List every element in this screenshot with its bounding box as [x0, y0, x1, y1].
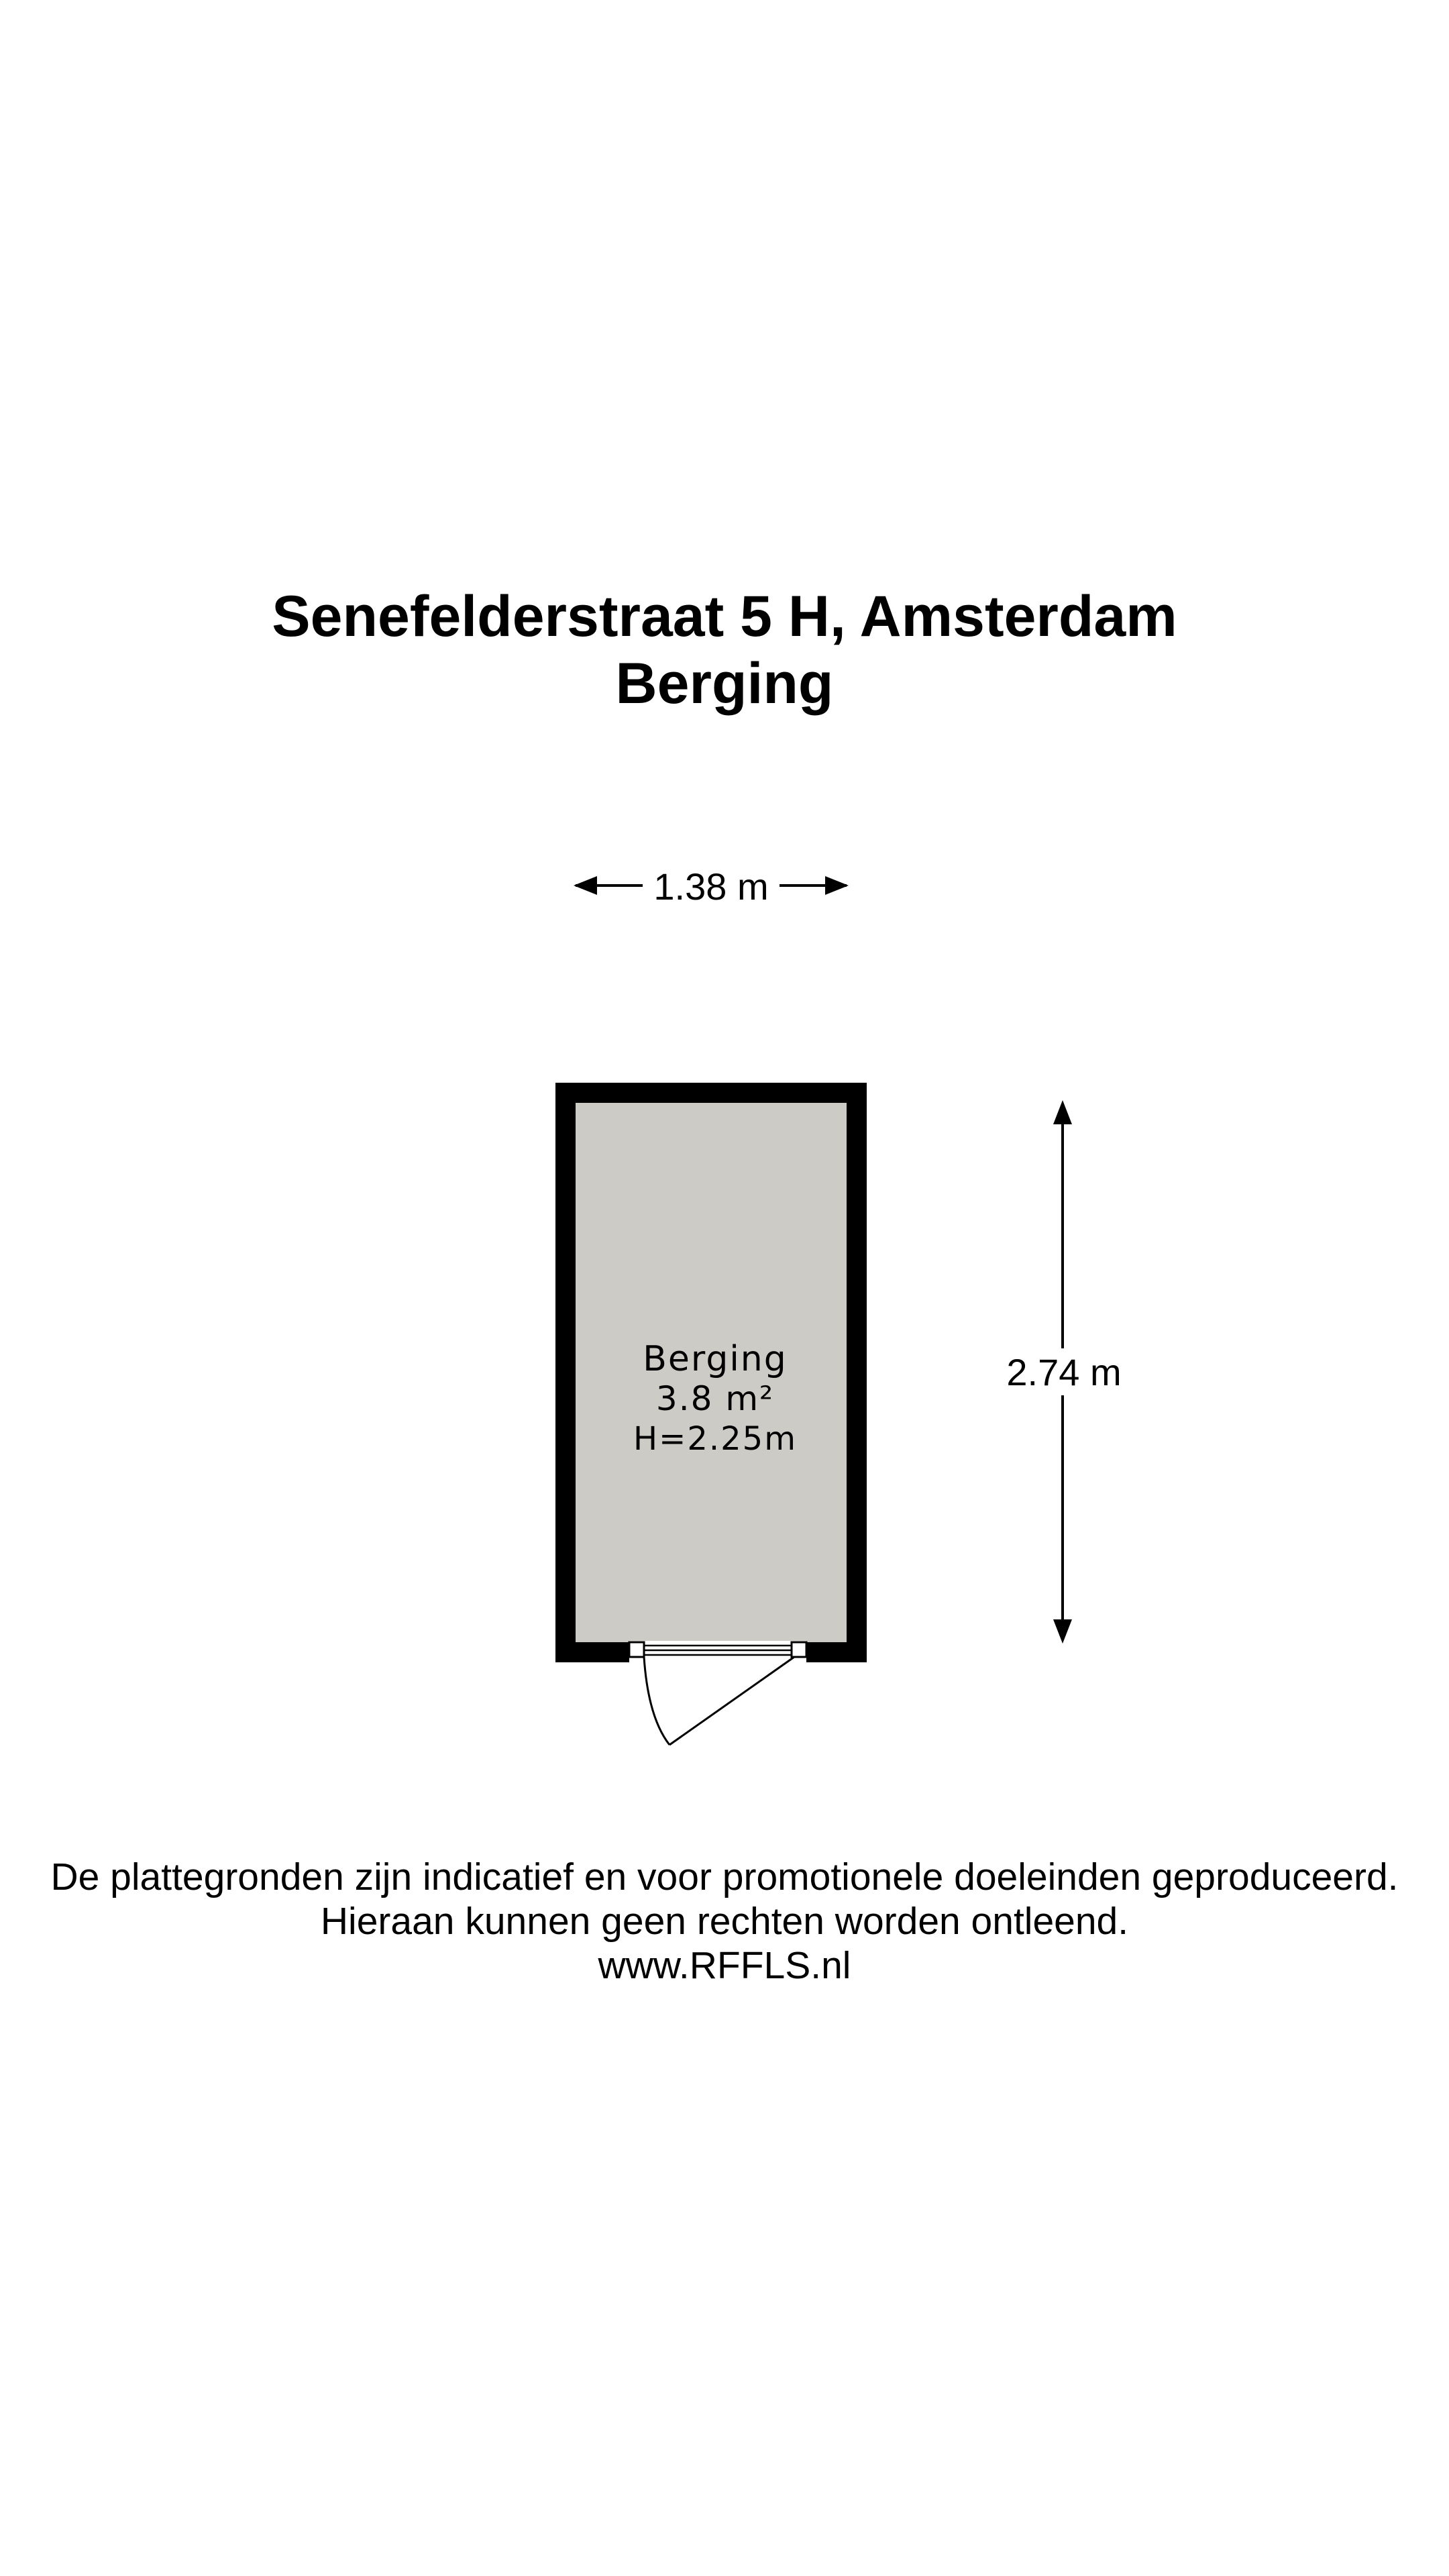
- width-dimension: [574, 865, 849, 908]
- disclaimer-text-rights: Hieraan kunnen geen rechten worden ontleend.: [320, 1900, 1129, 1943]
- width-label: 1.38 m: [653, 865, 769, 908]
- height-arrowhead-bottom: [1053, 1619, 1072, 1644]
- room-area: 3.8 m²: [655, 1379, 775, 1418]
- plan-title-floor: Berging: [615, 651, 834, 716]
- room-ceiling-height: H=2.25m: [633, 1420, 797, 1458]
- width-arrowhead-right: [825, 876, 849, 895]
- height-label: 2.74 m: [1006, 1351, 1122, 1393]
- width-arrowhead-left: [574, 876, 597, 895]
- door-opening: [629, 1641, 806, 1664]
- door-leaf: [669, 1657, 794, 1745]
- height-dimension: [1006, 1100, 1121, 1644]
- door-swing-arc: [644, 1657, 669, 1745]
- website-link[interactable]: www.RFFLS.nl: [598, 1944, 851, 1987]
- plan-title-address: Senefelderstraat 5 H, Amsterdam: [272, 584, 1177, 649]
- door-jamb-right: [792, 1642, 806, 1657]
- disclaimer-text: De plattegronden zijn indicatief en voor promotionele doeleinden geproduceerd.: [50, 1856, 1399, 1898]
- room-berging: [555, 1083, 867, 1745]
- room-name: Berging: [643, 1339, 788, 1379]
- height-arrowhead-top: [1053, 1100, 1072, 1124]
- door-jamb-left: [629, 1642, 644, 1657]
